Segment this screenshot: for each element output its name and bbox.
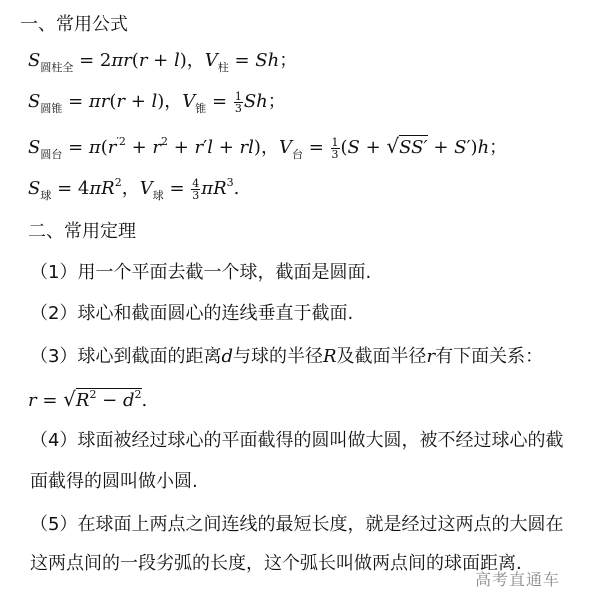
fraction-four-thirds: $\frac{4}{3}$ [192, 176, 200, 202]
section-title-theorems: 二、常用定理 [28, 221, 136, 242]
label-cone: 圆锥 [40, 102, 63, 115]
theorem-4-line-2: 面截得的圆叫做小圆. [30, 471, 198, 492]
theorem-3-part-b: 与球的半径 [232, 346, 323, 367]
label-sphere: 球 [40, 189, 52, 202]
label-cylinder: 柱 [217, 61, 229, 74]
label-frustum: 圆台 [40, 148, 63, 161]
label-frustum-volume: 台 [291, 148, 303, 161]
formula-sphere: $S_球 = 4\pi R^2$，$V_球$ = $\frac{4}{3}$ $\pi R^3$. [28, 176, 240, 202]
theorem-5-line-1: （5）在球面上两点之间连线的最短长度，就是经过这两点的大圆在 [30, 514, 564, 535]
section-title-formulas: 一、常用公式 [20, 14, 128, 35]
fraction-one-third: $\frac{1}{3}$ [234, 89, 242, 115]
formula-section-radius: $r = √R^2 - d^2$. [28, 387, 148, 411]
theorem-1: （1）用一个平面去截一个球，截面是圆面. [30, 262, 372, 283]
theorem-3-part-c: 及截面半径 [336, 346, 427, 367]
theorem-2: （2）球心和截面圆心的连线垂直于截面. [30, 303, 354, 324]
theorem-3-part-a: （3）球心到截面的距离 [30, 346, 222, 367]
theorem-3-part-d: 有下面关系： [435, 346, 544, 367]
label-cone-volume: 锥 [195, 102, 207, 115]
formula-cone: $S_{圆锥} = \pi r(r + l)$，$V_锥$ = $\frac{1}{3}$ Sh； [28, 89, 286, 115]
theorem-4-line-1: （4）球面被经过球心的平面截得的圆叫做大圆，被不经过球心的截 [30, 430, 564, 451]
fraction-one-third: $\frac{1}{3}$ [331, 135, 339, 161]
theorem-3: （3）球心到截面的距离d与球的半径R及截面半径r有下面关系： [30, 346, 544, 367]
label-sphere-volume: 球 [152, 189, 164, 202]
label-cylinder-total: 圆柱全 [40, 61, 74, 74]
formula-cylinder: $S_{圆柱全} = 2\pi r(r + l)$，$V_柱 = Sh$； [28, 50, 298, 74]
watermark-text: 高考直通车 [475, 570, 561, 589]
theorem-5-line-2: 这两点间的一段劣弧的长度，这个弧长叫做两点间的球面距离. [30, 553, 522, 574]
formula-frustum: $S_{圆台} = \pi(r^{'2} + r^2 + r'l + rl)$，$V_台$ = $\frac{1}{3}$ (S + √SS′ + S′)h； [28, 134, 508, 161]
